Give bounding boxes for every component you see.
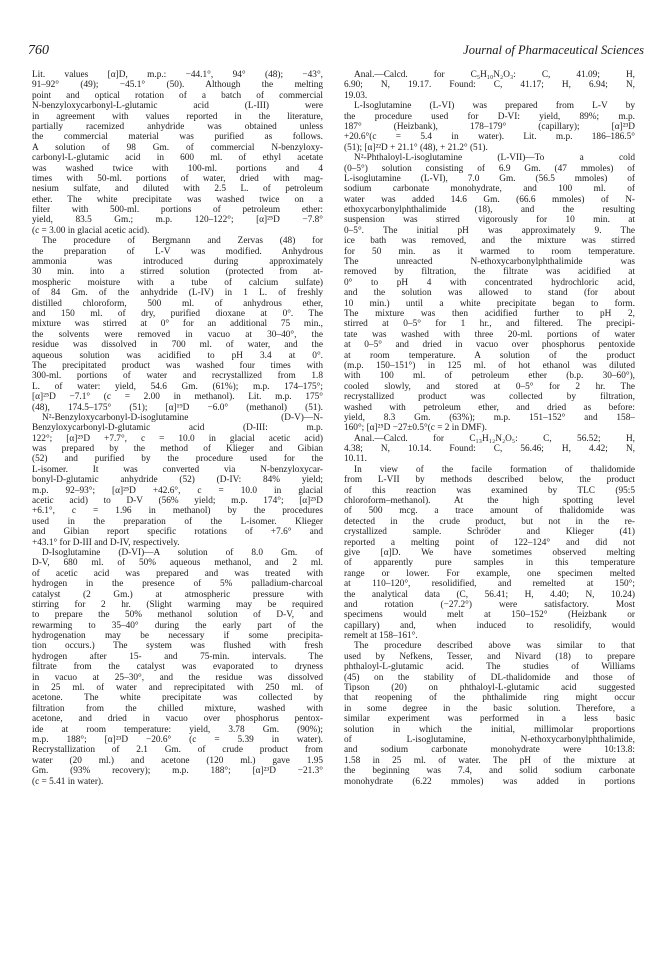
- text-line: filtration from the chilled mixture, washed with: [32, 703, 323, 714]
- text-line: yield, 8.3 Gm. (63%); m.p. 151–152° and 158–: [344, 412, 635, 423]
- text-line: acetone, and dried in vacuo over phosphorus pentox-: [32, 714, 323, 725]
- text-line: Lit. values [α]D, m.p.: −44.1°, 94° (48); −43°,: [32, 70, 323, 80]
- text-line: of 84 Gm. of the anhydride (L-IV) in 1 L. of freshly: [32, 288, 323, 299]
- text-line: point and optical rotation of a batch of commercial: [32, 90, 323, 101]
- text-line: in 25 ml. of water and reprecipitated with 250 ml. of: [32, 683, 323, 694]
- text-line: of 500 mcg. a trace amount of thalidomide was: [344, 506, 635, 517]
- text-line: partially racemized anhydride was obtained unless: [32, 121, 323, 132]
- text-line: suspension was stirred vigorously for 10 min. at: [344, 215, 635, 226]
- text-line: capillary) and, when induced to resolidify, would: [344, 620, 635, 631]
- left-column: [32, 70, 323, 787]
- text-line: The mixture was then acidified further to pH 2,: [344, 308, 635, 319]
- text-line: nesium sulfate, and diluted with 2.5 L. of petroleum: [32, 184, 323, 195]
- text-line: filtrate from the catalyst was evaporated to dryness: [32, 662, 323, 673]
- text-line: 6.90; N, 19.17. Found: C, 41.17; H, 6.94; N,: [344, 80, 635, 91]
- text-line: remelt at 158–161°.: [344, 631, 418, 642]
- text-line: 0–5°. The initial pH was approximately 9. The: [344, 225, 635, 236]
- text-line: at 0–5° and dried in vacuo over phosphorus pentoxide: [344, 340, 635, 351]
- text-line: of L-isoglutamine, N-ethoxycarbonylphthalimide,: [344, 735, 635, 745]
- text-line: the preparation of L-V was modified. Anhydrous: [32, 246, 323, 257]
- text-line: (c = 3.00 in glacial acetic acid).: [32, 225, 150, 236]
- text-line: (48), 174.5–175° (51); [α]¹⁹D −6.0° (methanol) (51).: [32, 402, 323, 413]
- text-line: reported a melting point of 122–124° and did not: [344, 537, 635, 548]
- page-number: 760: [28, 43, 49, 58]
- text-line: hydrogenation may be necessary if some precipita-: [32, 631, 323, 642]
- text-line: filter with 500-ml. portions of petroleum ether:: [32, 205, 323, 216]
- text-line: ide at room temperature: yield, 3.78 Gm. (90%);: [32, 724, 323, 735]
- text-line: 10.11.: [344, 454, 367, 465]
- text-line: crystallized sample. Schröder and Klieger (41): [344, 527, 635, 538]
- text-line: m.p. 92–93°; [α]²⁵D +42.6°, c = 10.0 in glacial: [32, 485, 323, 496]
- text-line: bonyl-D-glutamic anhydride (52) (D-IV: 84% yield;: [32, 475, 323, 486]
- text-line: A solution of 98 Gm. of commercial N-benzyloxy-: [32, 142, 323, 153]
- text-line: removed by filtration, the filtrate was acidified at: [344, 267, 635, 278]
- text-line: acetic acid) to D-V (56% yield; m.p. 174°; [α]²⁵D: [32, 496, 323, 507]
- text-line: and rotation (−27.2°) were satisfactory. Most: [344, 599, 635, 610]
- text-line: range or lower. For example, one specimen melted: [344, 568, 635, 579]
- text-line: in vacuo at 25–30°, and the residue was dissolved: [32, 672, 323, 683]
- text-line: detected in the crude product, but not in the re-: [344, 516, 635, 527]
- text-line: L-isomer. It was converted via N-benzyloxycar-: [32, 464, 323, 475]
- text-line: stirred at 0–5° for 1 hr., and filtered. The precipi-: [344, 319, 635, 330]
- text-line: the solvents were removed in vacuo at 30–40°, the: [32, 329, 323, 340]
- text-line: tate was washed with three 20-ml. portions of water: [344, 329, 635, 340]
- text-line: monohydrate (6.22 mmoles) was added in portions: [344, 776, 635, 787]
- text-line: from L-VII by methods described below, the product: [344, 475, 635, 486]
- text-line: cooled slowly, and stored at 0–5° for 2 hr. The: [344, 381, 635, 392]
- text-line: ethoxycarbonylphthalimide (18), and the resulting: [344, 205, 635, 216]
- text-line: N-benzyloxycarbonyl-L-glutamic acid (L-III) were: [32, 101, 323, 112]
- text-line: mixture was stirred at 0° for an additional 75 min.,: [32, 319, 323, 330]
- text-line: of acetic acid was prepared and was treated with: [32, 568, 323, 579]
- text-line: of apparently pure samples in this temperature: [344, 558, 635, 569]
- text-line: specimens would melt at 150–152° (Heizbank or: [344, 610, 635, 621]
- text-line: (c = 5.41 in water).: [32, 776, 104, 787]
- text-line: and 150 ml. of dry, purified dioxane at 0°. The: [32, 308, 323, 319]
- text-line: times with 50-ml. portions of water, dried with mag-: [32, 173, 323, 184]
- text-line: with 100 ml. of petroleum ether (b.p. 30–60°),: [344, 371, 635, 382]
- text-line: D-Isoglutamine (D-VI)—A solution of 8.0 Gm. of: [42, 547, 323, 558]
- running-header: [28, 43, 644, 59]
- text-line: D-V, 680 ml. of 50% aqueous methanol, and 2 ml.: [32, 558, 323, 569]
- text-line: solution in which the initial, millimolar proportions: [344, 724, 635, 735]
- text-line: (51); [α]²²D + 21.1° (48), + 21.2° (51).: [344, 142, 488, 153]
- text-line: 19.03.: [344, 90, 368, 101]
- text-line: 1.58 in 25 ml. of water. The pH of the mixture at: [344, 755, 635, 766]
- text-line: L-Isoglutamine (L-VI) was prepared from L-V by: [354, 101, 635, 112]
- text-line: 122°; [α]²⁵D +7.7°, c = 10.0 in glacial acetic acid): [32, 433, 323, 444]
- text-line: and the solution was allowed to stand (for about: [344, 288, 635, 299]
- text-line: was prepared by the method of Klieger and Gibian: [32, 444, 323, 455]
- text-line: tion occurs.) The system was flushed with fresh: [32, 641, 323, 652]
- text-line: 4.38; N, 10.14. Found: C, 56.46; H, 4.42; N,: [344, 444, 635, 455]
- text-line: similar experiment was performed in a less basic: [344, 714, 635, 725]
- text-line: 300-ml. portions of water and recrystallized from 1.8: [32, 371, 323, 382]
- text-line: and sodium carbonate monohydrate were 10:13.8:: [344, 745, 635, 756]
- text-line: to prepare the 50% methanol solution of D-V, and: [32, 610, 323, 621]
- text-line: The procedure of Bergmann and Zervas (48) for: [42, 236, 323, 247]
- text-line: In view of the facile formation of thalidomide: [354, 464, 635, 475]
- text-line: Recrystallization of 2.1 Gm. of crude product from: [32, 745, 323, 756]
- text-line: N²-Phthaloyl-L-isoglutamine (L-VII)—To a cold: [354, 153, 635, 164]
- text-line: 91–92° (49); −45.1° (50). Although the melting: [32, 80, 323, 91]
- text-line: The procedure described above was similar to that: [354, 641, 635, 652]
- text-line: +6.1°, c = 1.96 in methanol) by the procedures: [32, 506, 323, 517]
- text-line: was washed twice with 100-ml. portions and 4: [32, 163, 323, 174]
- text-line: Benzyloxycarbonyl-D-glutamic acid (D-III: m.p.: [32, 423, 323, 434]
- text-line: Anal.—Calcd. for C₁₃H₁₂N₂O₅: C, 56.52; H,: [354, 433, 635, 444]
- text-line: at 110–120°, resolidified, and remelted at 150°;: [344, 579, 635, 590]
- right-column: [344, 70, 635, 787]
- text-line: phthaloyl-L-glutamic acid. The studies of Williams: [344, 662, 635, 673]
- text-line: washed with petroleum ether, and dried as before:: [344, 402, 635, 413]
- text-line: ice bath was removed, and the mixture was stirred: [344, 236, 635, 247]
- text-line: ether. The white precipitate was washed twice on a: [32, 194, 323, 205]
- text-line: rewarming to 35–40° during the early part of the: [32, 620, 323, 631]
- text-line: of this reaction was examined by TLC (95:5: [344, 485, 635, 496]
- text-line: recrystallized product was collected by filtration,: [344, 392, 635, 403]
- text-line: L-isoglutamine (L-VI), 7.0 Gm. (56.5 mmoles) of: [344, 173, 635, 184]
- text-line: +20.6°(c = 5.4 in water). Lit. m.p. 186–186.5°: [344, 132, 635, 143]
- journal-title: Journal of Pharmaceutical Sciences: [463, 43, 644, 57]
- text-line: the commercial material was purified as follows.: [32, 132, 323, 143]
- text-line: the procedure used for D-VI: yield, 89%; m.p.: [344, 111, 635, 122]
- text-line: used in the preparation of the L-isomer. Klieger: [32, 516, 323, 527]
- text-line: sodium carbonate monohydrate, and 100 ml. of: [344, 184, 635, 195]
- text-line: that reopening of the phthalimide ring might occur: [344, 693, 635, 704]
- text-line: (45) on the stability of DL-thalidomide and those of: [344, 672, 635, 683]
- text-line: Anal.—Calcd. for C₅H₁₀N₂O₃: C, 41.09; H,: [354, 70, 635, 80]
- text-line: (52) and purified by the procedure used for the: [32, 454, 323, 465]
- text-line: at room temperature. A solution of the product: [344, 350, 635, 361]
- text-line: hydrogen after 15- and 75-min. intervals. The: [32, 651, 323, 662]
- text-line: water (20 ml.) and acetone (120 ml.) gave 1.95: [32, 755, 323, 766]
- text-line: aqueous solution was acidified to pH 3.4 at 0°.: [32, 350, 323, 361]
- text-line: acetone. The white precipitate was collected by: [32, 693, 323, 704]
- text-line: for 50 min. as it warmed to room temperature.: [344, 246, 635, 257]
- text-line: distilled chloroform, 500 ml. of anhydrous ether,: [32, 298, 323, 309]
- text-line: chloroform–methanol). At the high spotting level: [344, 496, 635, 507]
- text-line: m.p. 188°; [α]²³D −20.6° (c = 5.39 in water).: [32, 735, 323, 745]
- text-line: 0° to pH 4 with concentrated hydrochloric acid,: [344, 277, 635, 288]
- text-line: carbonyl-L-glutamic acid in 600 ml. of ethyl acetate: [32, 153, 323, 164]
- text-line: catalyst (2 Gm.) at atmospheric pressure with: [32, 589, 323, 600]
- text-line: (m.p. 150–151°) in 125 ml. of hot ethanol was diluted: [344, 360, 635, 371]
- text-line: [α]²⁵D −7.1° (c = 2.00 in methanol). Lit. m.p. 175°: [32, 392, 323, 403]
- text-line: mospheric moisture with a tube of calcium sulfate): [32, 277, 323, 288]
- text-line: L. of water: yield, 54.6 Gm. (61%); m.p. 174–175°;: [32, 381, 323, 392]
- text-line: stirring for 2 hr. (Slight warming may be required: [32, 599, 323, 610]
- text-line: hydrogen in the presence of 5% palladium-charcoal: [32, 579, 323, 590]
- text-line: Tipson (20) on phthaloyl-L-glutamic acid suggested: [344, 683, 635, 694]
- text-line: yield, 83.5 Gm.; m.p. 120–122°; [α]²⁵D −7.8°: [32, 215, 323, 226]
- text-line: in some degree in the basic solution. Therefore, a: [344, 703, 635, 714]
- text-line: used by Nefkens, Tesser, and Nivard (18) to prepare: [344, 651, 635, 662]
- text-line: 30 min. into a stirred solution (protected from at-: [32, 267, 323, 278]
- text-line: The unreacted N-ethoxycarbonylphthalimide was: [344, 257, 635, 268]
- text-line: and Gibian report specific rotations of +7.6° and: [32, 527, 323, 538]
- text-line: water was added 14.6 Gm. (66.6 mmoles) of N-: [344, 194, 635, 205]
- text-line: +43.1° for D-III and D-IV, respectively.: [32, 537, 180, 548]
- text-line: 187° (Heizbank), 178–179° (capillary); [α]²³D: [344, 121, 635, 132]
- text-line: N²-Benzyloxycarbonyl-D-isoglutamine (D-V)—N-: [42, 412, 323, 423]
- text-line: the analytical data (C, 56.41; H, 4.40; N, 10.24): [344, 589, 635, 600]
- text-line: The precipitated product was washed four times with: [32, 360, 323, 371]
- text-line: ammonia was introduced during approximately: [32, 257, 323, 268]
- text-line: (0–5°) solution consisting of 6.9 Gm. (47 mmoles) of: [344, 163, 635, 174]
- text-line: 160°; [α]²⁵D −27±0.5°(c = 2 in DMF).: [344, 423, 487, 434]
- text-line: give [α]D. We have sometimes observed melting: [344, 547, 635, 558]
- text-line: Gm. (93% recovery); m.p. 188°; [α]²³D −21.3°: [32, 766, 323, 777]
- text-line: residue was dissolved in 700 ml. of water, and the: [32, 340, 323, 351]
- text-line: in agreement with values reported in the literature,: [32, 111, 323, 122]
- text-line: 10 min.) until a white precipitate began to form.: [344, 298, 635, 309]
- text-line: the beginning was 7.4, and solid sodium carbonate: [344, 766, 635, 777]
